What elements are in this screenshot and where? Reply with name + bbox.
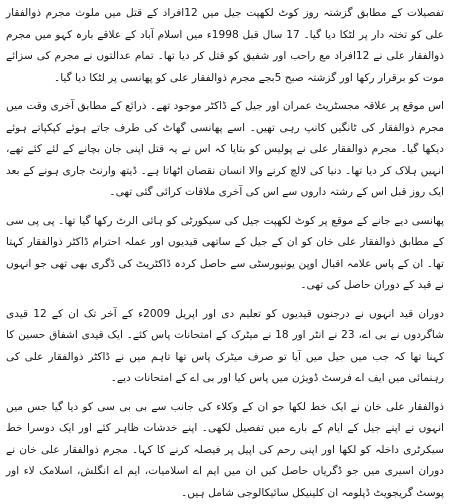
article-paragraph: اس موقع پر علاقہ مجسٹریٹ عمران اور جیل کے ڈاکٹر موجود تھے۔ ذرائع کے مطابق آخری وقت میں مجرم ذوالفقار کی ٹانگیں کانپ رہی تھیں۔ اسے پھانسی گھاٹ کی طرف جاتے ہوئے کپکپاتے ہوئے دیکھا گیا۔ مجرم ذوالفقار علی نے پولیس کو بتایا کہ اس نے یہ قتل اپنی جان بچانے کے لئے کئے تھے، انہیں ہلاک کر دیا تھا۔ دنیا کی لالچ کرنے والا انسان نقصان اٹھاتا ہے۔ ڈیتھ وارنٹ جاری ہونے کے بعد ایک روز قبل اس کے رشتہ داروں سے اس کی آخری ملاقات کرائی گئی تھی۔ (6, 96, 444, 204)
article-paragraph: ذوالفقار علی خان نے ایک خط لکھا جو ان کے وکلاء کی جانب سے بی بی سی کو دیا گیا جس میں انہوں نے اپنے جیل کے ایام کے بارے میں تفصیل لکھی۔ اپنے خدشات ظاہر کئے اور ایک دوسرا خط سیکرٹری داخلہ کو لکھا اور اپنی رحم کی اپیل پر فیصلہ کرنے کا کہا۔ مجرم ذوالفقار علی خان نے دوران اسیری میں جو ڈگریاں حاصل کیں ان میں ایم اے اسلامیات، ایم اے انگلش، اسلامک لاء اور پوسٹ گریجویٹ ڈپلومہ ان کلینیکل سائیکالوجی شامل ہیں۔ (6, 397, 444, 504)
article-paragraph: دوران قید انہوں نے درجنوں قیدیوں کو تعلیم دی اور اپریل 2009ء کے آخر تک ان کے 12 قیدی شاگردوں نے بی اے، 23 نے انٹر اور 18 نے میٹرک کے امتحانات پاس کئے۔ ایک قیدی اشفاق حسین کا کہنا تھا کہ جب میں جیل میں آیا تو صرف میٹرک پاس تھا تاہم میں نے ڈاکٹر ذوالفقار علی کی رہنمائی میں ایف اے فرسٹ ڈویژن میں پاس کیا اور بی اے کے امتحانات دیے۔ (6, 304, 444, 390)
article-paragraph: پھانسی دیے جانے کے موقع پر کوٹ لکھپت جیل کی سیکورٹی کو ہائی الرٹ رکھا گیا تھا۔ پی پی سی کے مطابق ذوالفقار علی خان کو ان کے جیل کے ساتھی قیدیوں اور عملہ احترام ڈاکٹر ذوالفقار کہتا تھا۔ ان کے پاس علامہ اقبال اوپن یونیورسٹی سے حاصل کردہ ڈاکٹریٹ کی ڈگری بھی تھی جو انہوں نے قید کے دوران حاصل کی تھی۔ (6, 211, 444, 297)
article-paragraph: تفصیلات کے مطابق گزشتہ روز کوٹ لکھپت جیل میں 12افراد کے قتل میں ملوث مجرم ذوالفقار علی کو تختہ دار پر لٹکا دیا گیا۔ 17 سال قبل 1998ء میں اسلام آباد کے علاقے بارہ کہو میں مجرم ذوالفقار علی نے 12افراد مع راحب اور شفیق کو قتل کر دیا تھا۔ تمام عدالتوں نے مجرم کی سزائے موت کو برقرار رکھا اور گزشتہ صبح 5بجے مجرم ذوالفقار علی کو پھانسی پر لٹکا دیا گیا۔ (6, 3, 444, 89)
